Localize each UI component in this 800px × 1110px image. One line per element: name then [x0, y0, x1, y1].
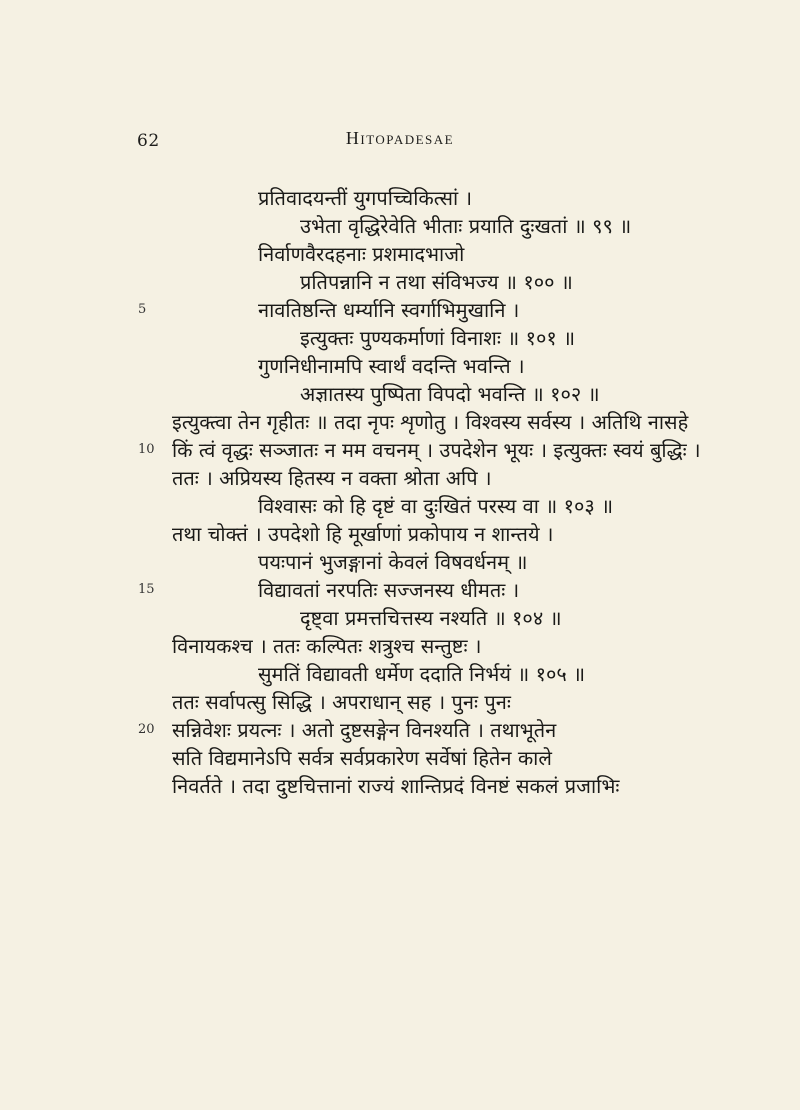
line-number: 20	[138, 722, 155, 737]
text-line: सन्निवेशः प्रयत्नः । अतो दुष्टसङ्गेन विनश्यति । तथाभूतेन	[172, 718, 557, 742]
text-line: ततः । अप्रियस्य हितस्य न वक्ता श्रोता अपि ।	[172, 466, 492, 490]
text-line: गुणनिधीनामपि स्वार्थं वदन्ति भवन्ति ।	[258, 354, 525, 378]
text-line: किं त्वं वृद्धः सञ्जातः न मम वचनम् । उपदेशेन भूयः । इत्युक्तः स्वयं बुद्धिः ।	[172, 438, 701, 462]
text-line: तथा चोक्तं । उपदेशो हि मूर्खाणां प्रकोपाय न शान्तये ।	[172, 522, 554, 546]
line-number: 10	[138, 442, 155, 457]
running-title: Hitopadesae	[345, 128, 455, 148]
text-line: ततः सर्वापत्सु सिद्धि । अपराधान् सह । पुनः पुनः	[172, 690, 511, 714]
text-line: उभेता वृद्धिरेवेति भीताः प्रयाति दुःखतां ॥ ९९ ॥	[300, 214, 632, 238]
text-line: इत्युक्त्वा तेन गृहीतः ॥ तदा नृपः शृणोतु । विश्वस्य सर्वस्य । अतिथि नासहे	[172, 410, 689, 434]
text-line: निवर्तते । तदा दुष्टचित्तानां राज्यं शान्तिप्रदं विनष्टं सकलं प्रजाभिः	[172, 774, 620, 798]
text-line: विद्यावतां नरपतिः सज्जनस्य धीमतः ।	[258, 578, 520, 602]
text-line: सति विद्यमानेऽपि सर्वत्र सर्वप्रकारेण सर्वेषां हितेन काले	[172, 746, 552, 770]
line-number: 15	[138, 582, 155, 597]
text-line: दृष्ट्वा प्रमत्तचित्तस्य नश्यति ॥ १०४ ॥	[300, 606, 562, 630]
text-line: विश्वासः को हि दृष्टं वा दुःखितं परस्य वा ॥ १०३ ॥	[258, 494, 614, 518]
text-line: पयःपानं भुजङ्गानां केवलं विषवर्धनम् ॥	[258, 550, 528, 574]
text-line: प्रतिपन्नानि न तथा संविभज्य ॥ १०० ॥	[300, 270, 573, 294]
text-line: सुमतिं विद्यावती धर्मेण ददाति निर्भयं ॥ १०५ ॥	[258, 662, 586, 686]
line-number: 5	[138, 302, 147, 317]
text-line: अज्ञातस्य पुष्पिता विपदो भवन्ति ॥ १०२ ॥	[300, 382, 600, 406]
text-line: प्रतिवादयन्तीं युगपच्चिकित्सां ।	[258, 186, 473, 210]
text-line: विनायकश्च । ततः कल्पितः शत्रुश्च सन्तुष्टः ।	[172, 634, 482, 658]
text-line: नावतिष्ठन्ति धर्म्यानि स्वर्गाभिमुखानि ।	[258, 298, 520, 322]
text-line: इत्युक्तः पुण्यकर्माणां विनाशः ॥ १०१ ॥	[300, 326, 576, 350]
text-line: निर्वाणवैरदहनाः प्रशमादभाजो	[258, 242, 465, 266]
page-number: 62	[137, 131, 160, 151]
